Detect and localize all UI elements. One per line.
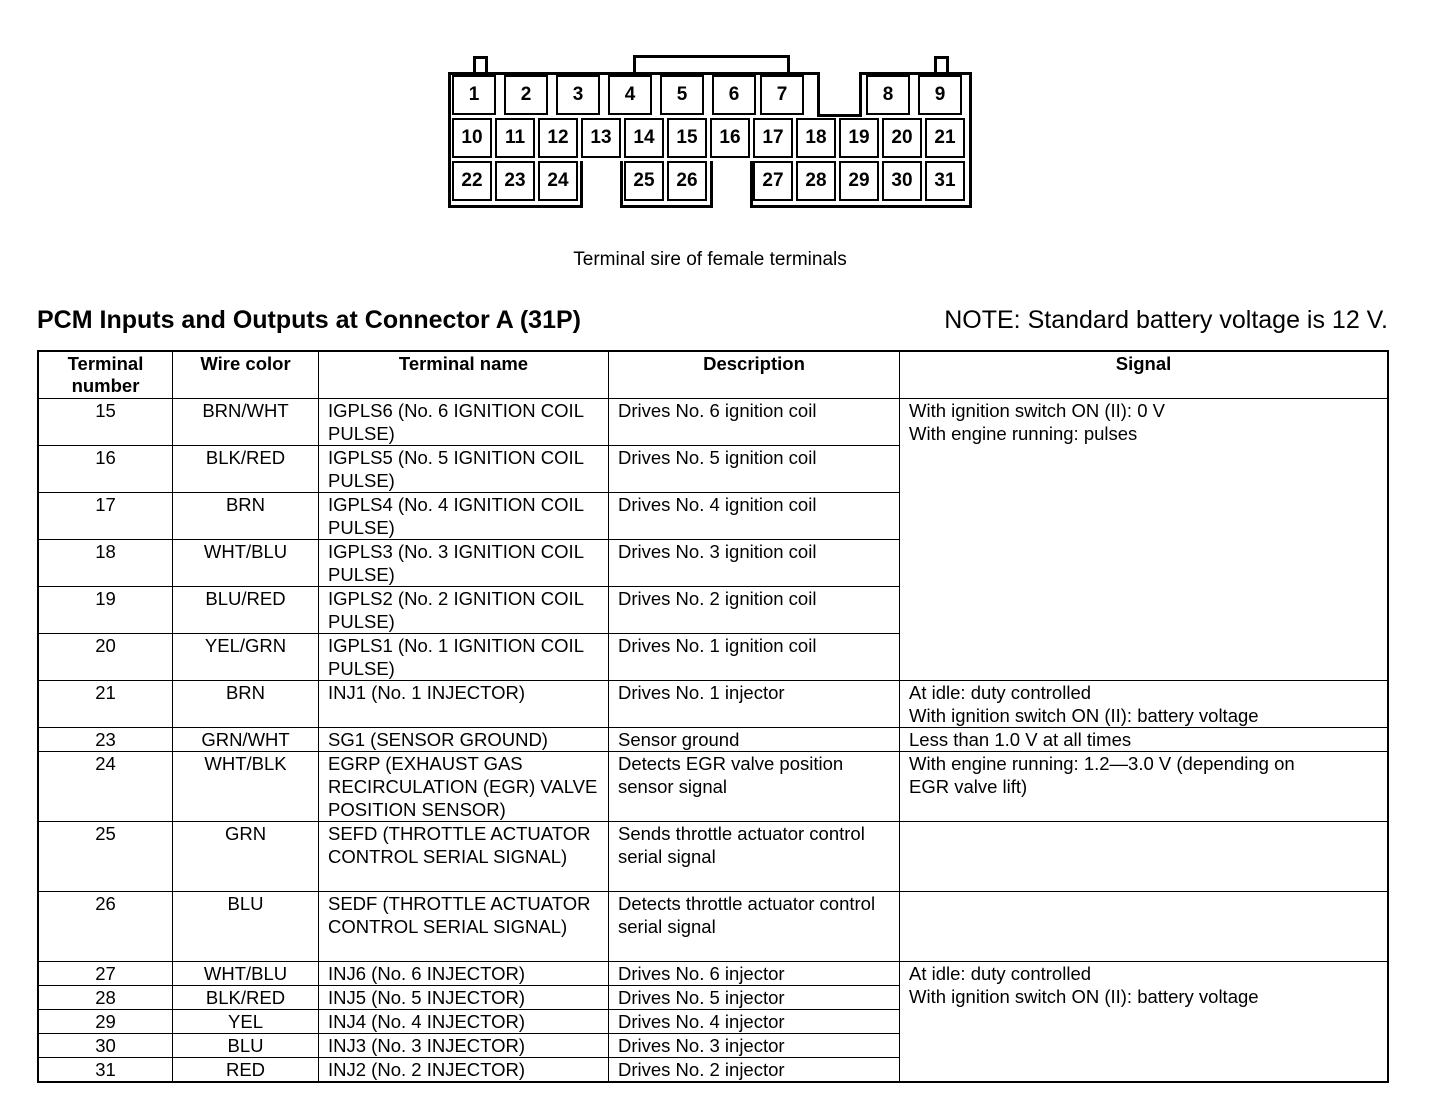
terminal-number-cell: 29 — [38, 1010, 173, 1034]
terminal-name-cell: INJ1 (No. 1 INJECTOR) — [319, 681, 609, 728]
description-cell: Drives No. 4 ignition coil — [609, 493, 900, 540]
pin-28: 28 — [796, 161, 836, 201]
description-cell: Drives No. 6 ignition coil — [609, 399, 900, 446]
signal-sedf — [900, 892, 1389, 962]
terminal-name-cell: IGPLS2 (No. 2 IGNITION COIL PULSE) — [319, 587, 609, 634]
wire-color-cell: WHT/BLU — [173, 540, 319, 587]
wire-color-cell: BRN/WHT — [173, 399, 319, 446]
signal-line: With ignition switch ON (II): battery voltage — [909, 986, 1259, 1007]
connector-gap-right — [859, 72, 862, 116]
pin-19: 19 — [839, 118, 879, 158]
description-cell: Drives No. 3 ignition coil — [609, 540, 900, 587]
pin-9: 9 — [918, 75, 962, 115]
pin-16: 16 — [710, 118, 750, 158]
header-signal: Signal — [900, 351, 1389, 399]
terminal-name-cell: IGPLS4 (No. 4 IGNITION COIL PULSE) — [319, 493, 609, 540]
terminal-name-cell: SEDF (THROTTLE ACTUATOR CONTROL SERIAL SIGNAL) — [319, 892, 609, 962]
table-row — [38, 962, 1388, 986]
table-body — [38, 399, 1388, 1083]
terminal-number-cell: 21 — [38, 681, 173, 728]
terminal-number-cell: 17 — [38, 493, 173, 540]
pin-18: 18 — [796, 118, 836, 158]
terminal-number-cell: 30 — [38, 1034, 173, 1058]
wire-color-cell: BLK/RED — [173, 986, 319, 1010]
pin-11: 11 — [495, 118, 535, 158]
page-title: PCM Inputs and Outputs at Connector A (31P) — [37, 306, 581, 334]
connector-outer-right — [969, 72, 972, 208]
pin-25: 25 — [624, 161, 664, 201]
pin-31: 31 — [925, 161, 965, 201]
header-terminal-number: Terminal number — [38, 351, 173, 399]
description-cell: Sends throttle actuator control serial signal — [609, 822, 900, 892]
pin-10: 10 — [452, 118, 492, 158]
table-row — [38, 399, 1388, 446]
terminal-name-cell: INJ5 (No. 5 INJECTOR) — [319, 986, 609, 1010]
terminal-name-cell: IGPLS6 (No. 6 IGNITION COIL PULSE) — [319, 399, 609, 446]
terminal-name-cell: INJ4 (No. 4 INJECTOR) — [319, 1010, 609, 1034]
connector-diagram — [440, 50, 980, 215]
terminal-number-cell: 23 — [38, 728, 173, 752]
pin-3: 3 — [556, 75, 600, 115]
wire-color-cell: GRN — [173, 822, 319, 892]
wire-color-cell: BLU — [173, 892, 319, 962]
header-description: Description — [609, 351, 900, 399]
terminal-name-cell: EGRP (EXHAUST GAS RECIRCULATION (EGR) VALVE POSITION SENSOR) — [319, 752, 609, 822]
terminal-name-cell: INJ3 (No. 3 INJECTOR) — [319, 1034, 609, 1058]
pin-24: 24 — [538, 161, 578, 201]
signal-line: EGR valve lift) — [909, 776, 1028, 797]
wire-color-cell: BLU/RED — [173, 587, 319, 634]
terminal-number-cell: 20 — [38, 634, 173, 681]
description-cell: Drives No. 2 ignition coil — [609, 587, 900, 634]
terminal-name-cell: IGPLS3 (No. 3 IGNITION COIL PULSE) — [319, 540, 609, 587]
terminal-number-cell: 16 — [38, 446, 173, 493]
pin-30: 30 — [882, 161, 922, 201]
terminal-name-cell: IGPLS5 (No. 5 IGNITION COIL PULSE) — [319, 446, 609, 493]
pin-23: 23 — [495, 161, 535, 201]
connector-outer-bottom-c — [750, 205, 972, 208]
pin-22: 22 — [452, 161, 492, 201]
signal-inj1 — [900, 681, 1389, 728]
description-cell: Drives No. 5 injector — [609, 986, 900, 1010]
wire-color-cell: YEL — [173, 1010, 319, 1034]
pin-1: 1 — [452, 75, 496, 115]
signal-line: With engine running: 1.2—3.0 V (depending on — [909, 753, 1295, 774]
wire-color-cell: YEL/GRN — [173, 634, 319, 681]
pin-8: 8 — [866, 75, 910, 115]
connector-gap-floor — [817, 114, 862, 117]
terminal-name-cell: SG1 (SENSOR GROUND) — [319, 728, 609, 752]
pin-26: 26 — [667, 161, 707, 201]
pin-7: 7 — [760, 75, 804, 115]
description-cell: Drives No. 3 injector — [609, 1034, 900, 1058]
pin-13: 13 — [581, 118, 621, 158]
description-cell: Drives No. 6 injector — [609, 962, 900, 986]
pin-21: 21 — [925, 118, 965, 158]
wire-color-cell: BRN — [173, 493, 319, 540]
description-cell: Drives No. 4 injector — [609, 1010, 900, 1034]
signal-egrp — [900, 752, 1389, 822]
connector-outer-left — [448, 72, 451, 208]
table-header-row — [38, 351, 1388, 399]
pin-6: 6 — [712, 75, 756, 115]
signal-ignition-coils — [900, 399, 1389, 681]
connector-caption: Terminal sire of female terminals — [573, 249, 847, 270]
pin-17: 17 — [753, 118, 793, 158]
description-cell: Drives No. 5 ignition coil — [609, 446, 900, 493]
connector-notch-a-l — [580, 161, 583, 208]
signal-line: With ignition switch ON (II): battery voltage — [909, 705, 1259, 726]
description-cell: Sensor ground — [609, 728, 900, 752]
terminal-number-cell: 19 — [38, 587, 173, 634]
description-cell: Drives No. 1 ignition coil — [609, 634, 900, 681]
signal-sefd — [900, 822, 1389, 892]
pcm-io-table — [37, 350, 1389, 1083]
pin-4: 4 — [608, 75, 652, 115]
pin-12: 12 — [538, 118, 578, 158]
wire-color-cell: WHT/BLU — [173, 962, 319, 986]
signal-line: At idle: duty controlled — [909, 963, 1092, 984]
pin-20: 20 — [882, 118, 922, 158]
connector-gap-left — [817, 72, 820, 116]
terminal-number-cell: 27 — [38, 962, 173, 986]
terminal-number-cell: 25 — [38, 822, 173, 892]
connector-outer-bottom-b — [620, 205, 712, 208]
description-cell: Detects EGR valve position sensor signal — [609, 752, 900, 822]
pin-14: 14 — [624, 118, 664, 158]
terminal-number-cell: 24 — [38, 752, 173, 822]
terminal-number-cell: 26 — [38, 892, 173, 962]
connector-notch-b-l — [710, 161, 713, 208]
pin-15: 15 — [667, 118, 707, 158]
table-row — [38, 728, 1388, 752]
terminal-name-cell: SEFD (THROTTLE ACTUATOR CONTROL SERIAL SIGNAL) — [319, 822, 609, 892]
terminal-number-cell: 28 — [38, 986, 173, 1010]
terminal-name-cell: IGPLS1 (No. 1 IGNITION COIL PULSE) — [319, 634, 609, 681]
wire-color-cell: BLK/RED — [173, 446, 319, 493]
table-row — [38, 892, 1388, 962]
signal-injectors — [900, 962, 1389, 1083]
terminal-name-cell: INJ6 (No. 6 INJECTOR) — [319, 962, 609, 986]
description-cell: Drives No. 1 injector — [609, 681, 900, 728]
wire-color-cell: BRN — [173, 681, 319, 728]
connector-outer-bottom-a — [448, 205, 582, 208]
terminal-number-cell: 15 — [38, 399, 173, 446]
wire-color-cell: WHT/BLK — [173, 752, 319, 822]
header-terminal-name: Terminal name — [319, 351, 609, 399]
terminal-number-cell: 18 — [38, 540, 173, 587]
table-row — [38, 822, 1388, 892]
terminal-name-cell: INJ2 (No. 2 INJECTOR) — [319, 1058, 609, 1083]
terminal-number-cell: 31 — [38, 1058, 173, 1083]
pin-27: 27 — [753, 161, 793, 201]
signal-line: With ignition switch ON (II): 0 V — [909, 400, 1165, 421]
signal-line: With engine running: pulses — [909, 423, 1138, 444]
description-cell: Drives No. 2 injector — [609, 1058, 900, 1083]
voltage-note: NOTE: Standard battery voltage is 12 V. — [944, 306, 1388, 334]
pin-29: 29 — [839, 161, 879, 201]
table-row — [38, 681, 1388, 728]
table-row — [38, 752, 1388, 822]
pin-5: 5 — [660, 75, 704, 115]
signal-line: Less than 1.0 V at all times — [909, 729, 1132, 750]
wire-color-cell: RED — [173, 1058, 319, 1083]
signal-sg1 — [900, 728, 1389, 752]
wire-color-cell: GRN/WHT — [173, 728, 319, 752]
signal-line: At idle: duty controlled — [909, 682, 1092, 703]
connector-latch-bar — [633, 55, 790, 58]
header-wire-color: Wire color — [173, 351, 319, 399]
connector-notch-a-r — [620, 161, 623, 208]
wire-color-cell: BLU — [173, 1034, 319, 1058]
description-cell: Detects throttle actuator control serial signal — [609, 892, 900, 962]
pin-2: 2 — [504, 75, 548, 115]
